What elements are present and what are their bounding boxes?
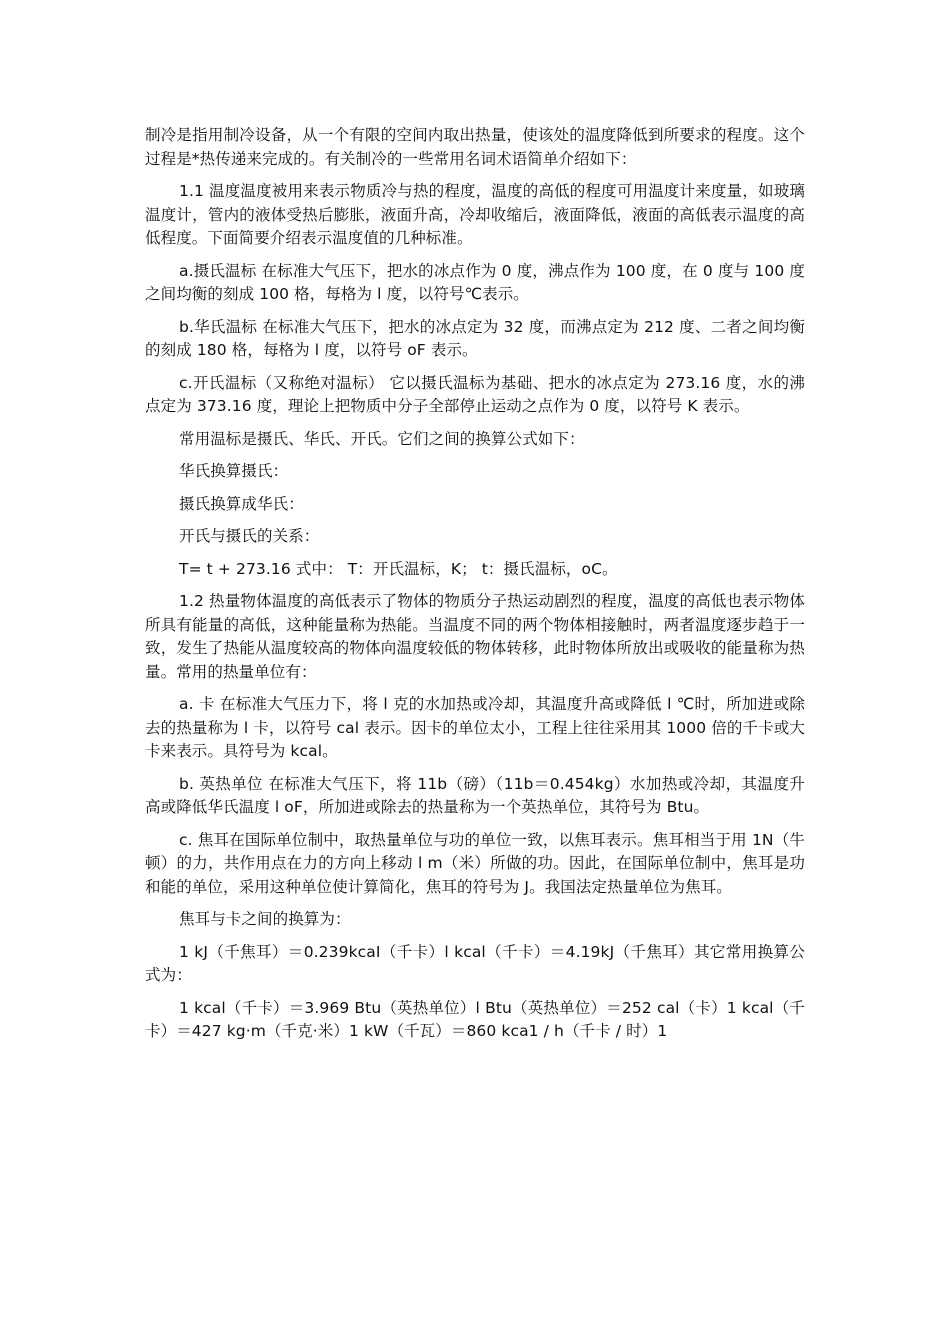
section-heat-paragraph: 1.2 热量物体温度的高低表示了物体的物质分子热运动剧烈的程度，温度的高低也表示物体所具有能量的高低，这种能量称为热能。当温度不同的两个物体相接触时，两者温度逐步趋于一致，发生了热能从温度较高的物体向温度较低的物体转移，此时物体所放出或吸收的能量称为热量。常用的热量单位有： (145, 592, 805, 681)
btu-paragraph: b. 英热单位 在标准大气压下，将 11b（磅）（11b＝0.454kg）水加热或冷却，其温度升高或降低华氏温度 l oF，所加进或除去的热量称为一个英热单位，其符号为 Btu。 (145, 774, 805, 816)
calorie-paragraph: a. 卡 在标准大气压力下，将 l 克的水加热或冷却，其温度升高或降低 l ℃时，所加进或除去的热量称为 l 卡，以符号 cal 表示。因卡的单位太小，工程上往往采用其 1000 倍的千卡或大卡来表示。具符号为 kcal。 (145, 695, 805, 760)
kelvin-scale-paragraph: c.开氏温标（又称绝对温标） 它以摄氏温标为基础、把水的冰点定为 273.16 度，水的沸点定为 373.16 度，理论上把物质中分子全部停止运动之点作为 0 度，以符号 K 表示。 (145, 373, 805, 415)
c-to-f-label: 摄氏换算成华氏： (179, 494, 304, 513)
kelvin-formula-paragraph: T= t + 273.16 式中： T：开氏温标，K； t：摄氏温标，oC。 (179, 559, 618, 578)
conversion-intro-paragraph: 常用温标是摄氏、华氏、开氏。它们之间的换算公式如下： (179, 429, 585, 448)
fahrenheit-scale-paragraph: b.华氏温标 在标准大气压下，把水的冰点定为 32 度，而沸点定为 212 度、二者之间均衡的刻成 180 格，每格为 l 度，以符号 oF 表示。 (145, 317, 805, 359)
joule-calorie-intro: 焦耳与卡之间的换算为： (179, 910, 351, 928)
section-temperature-paragraph: 1.1 温度温度被用来表示物质冷与热的程度，温度的高低的程度可用温度计来度量，如玻璃温度计，管内的液体受热后膨胀，液面升高，冷却收缩后，液面降低，液面的高低表示温度的高低程度。下面简要介绍表示温度值的几种标准。 (145, 182, 805, 247)
celsius-scale-paragraph: a.摄氏温标 在标准大气压下，把水的冰点作为 0 度，沸点作为 100 度，在 0 度与 100 度之间均衡的刻成 100 格，每格为 l 度，以符号℃表示。 (145, 261, 805, 303)
other-conversions-paragraph: 1 kcal（千卡）＝3.969 Btu（英热单位）l Btu（英热单位）＝252 cal（卡）1 kcal（千卡）＝427 kg·m（千克·米）1 kW（千瓦）＝860 kca1 / h（千卡 / 时）1 (145, 998, 805, 1040)
joule-paragraph: c. 焦耳在国际单位制中，取热量单位与功的单位一致，以焦耳表示。焦耳相当于用 1N（牛顿）的力，共作用点在力的方向上移动 l m（米）所做的功。因此，在国际单位制中，焦耳是功和能的单位，采用这种单位使计算简化，焦耳的符号为 J。我国法定热量单位为焦耳。 (145, 830, 805, 896)
k-c-relation-label: 开氏与摄氏的关系： (179, 527, 320, 545)
f-to-c-label: 华氏换算摄氏： (179, 462, 289, 480)
intro-paragraph: 制冷是指用制冷设备，从一个有限的空间内取出热量，使该处的温度降低到所要求的程度。这个过程是*热传递来完成的。有关制冷的一些常用名词术语简单介绍如下： (145, 126, 805, 168)
kj-kcal-conversion-paragraph: 1 kJ（千焦耳）＝0.239kcaI（千卡）l kcal（千卡）＝4.19kJ（千焦耳）其它常用换算公式为： (145, 942, 805, 984)
document-page (145, 124, 805, 1053)
